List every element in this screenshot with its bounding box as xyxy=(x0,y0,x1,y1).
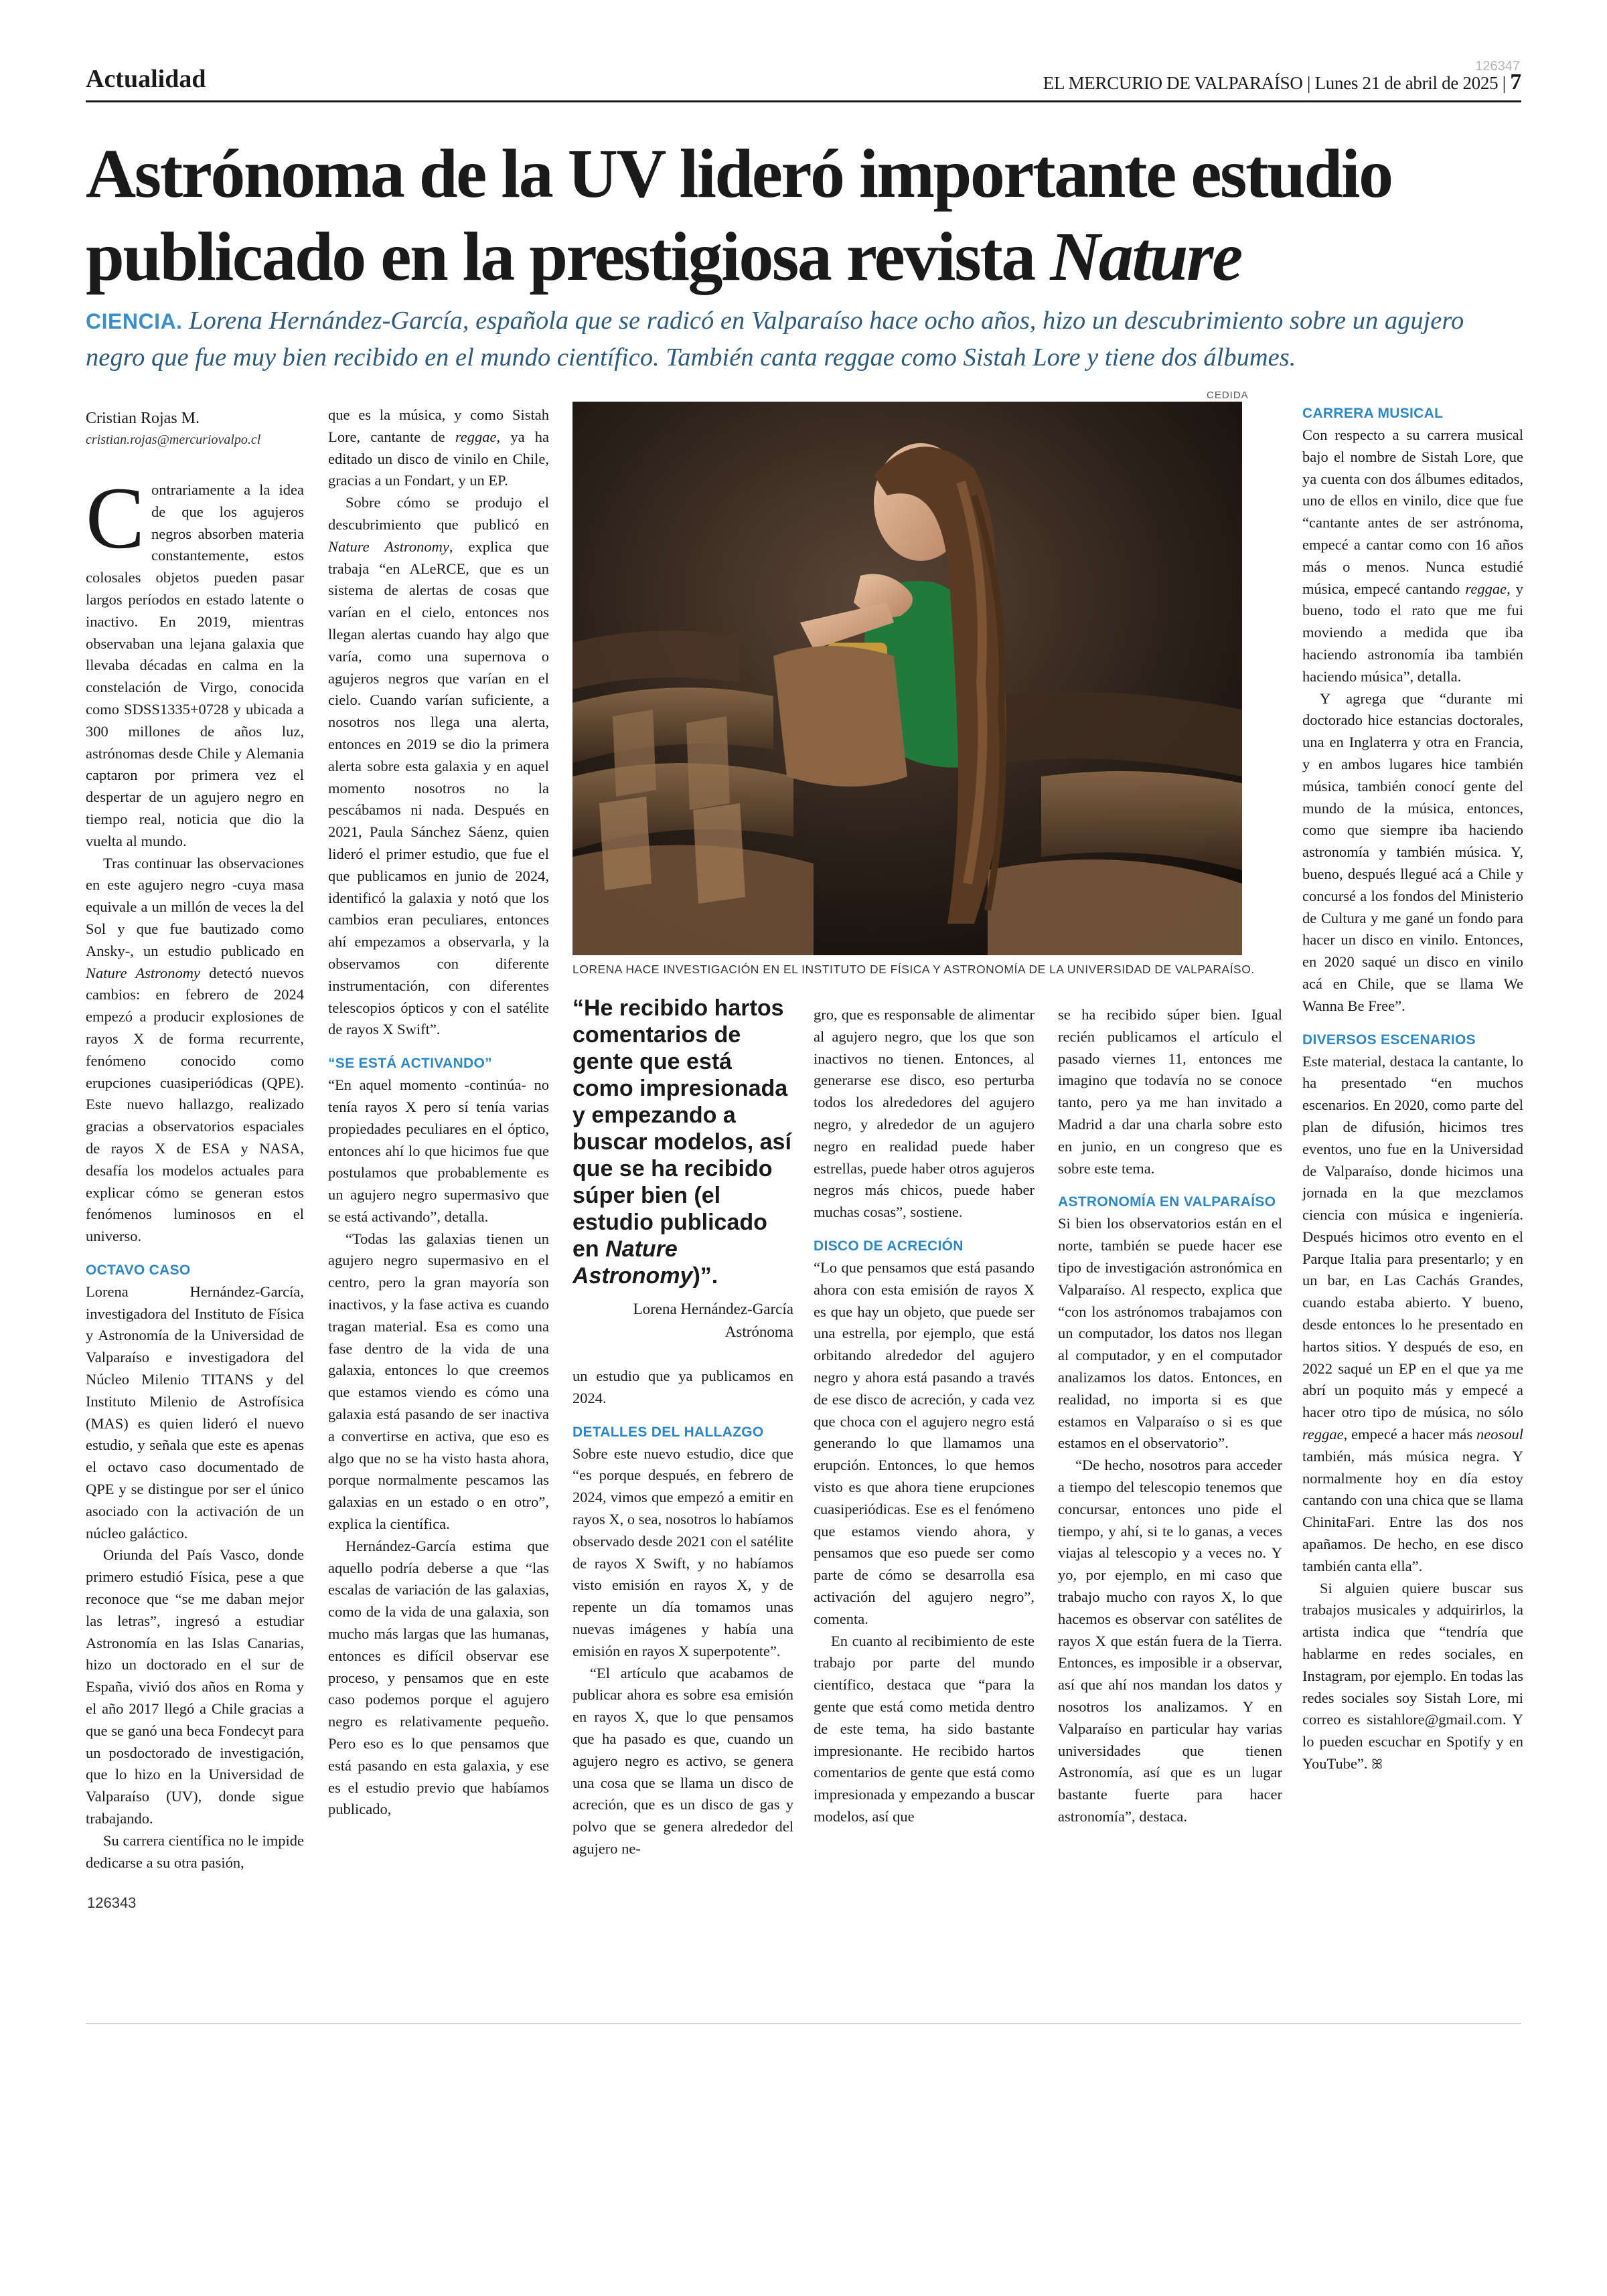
paragraph: En cuanto al recibimiento de este trabajo por parte del mundo científico, destaca que “para la gente que está como metida dentro de este tema, ha sido bastante impresionante. He recibido hartos comentarios de gente que está como impresionada y empezando a buscar modelos, así que xyxy=(814,1632,1035,1825)
paragraph xyxy=(86,469,304,853)
paragraph xyxy=(1302,1578,1523,1775)
column-3 xyxy=(572,1366,793,1860)
byline-email: cristian.rojas@mercuriovalpo.cl xyxy=(86,432,261,447)
reference-number-bottom: 126343 xyxy=(87,1894,137,1911)
subheading-astronomia-en-valparaiso: ASTRONOMÍA EN VALPARAÍSO xyxy=(1058,1194,1276,1210)
column-4 xyxy=(814,1004,1035,1828)
paragraph: “Todas las galaxias tienen un agujero negro supermasivo en el centro, pero la gran mayoría son inactivos, y la fase activa es cuando tragan material. Esa es como una fase dentro de la vida de una galaxia, entonces lo que creemos que estamos viendo es cómo una galaxia está pasando de ser inactiva a convertirse en activa, que eso es algo que no se ha visto hasta ahora, porque normalmente pescamos las galaxias en un estado o en otro”, explica la científica. xyxy=(328,1230,549,1533)
photo-credit: CEDIDA xyxy=(1207,390,1249,401)
drop-cap: C xyxy=(86,469,145,567)
paragraph-text: Este material, destaca la cantante, lo ha presentado “en muchos escenarios. En 2020, como parte del plan de difusión, hicimos tres eventos, uno fue en la Universidad de Valparaíso, donde hicimos una jornada en la que mezclamos ciencia con música e ingeniería. Después hicimos otro evento en el Parque Italia para presentarlo; y en un bar, en Las Cachás Grandes, cuando estaba abierto. Y bueno, desde entonces lo he presentado en hartos sitios. Y después de eso, en 2022 saqué un EP en el que ya me abrí un poquito más y empecé a hacer otro tipo de música, no sólo xyxy=(1302,1052,1523,1421)
paragraph xyxy=(328,404,549,492)
photo-caption: LORENA HACE INVESTIGACIÓN EN EL INSTITUTO DE FÍSICA Y ASTRONOMÍA DE LA UNIVERSIDAD DE VALPARAÍSO. xyxy=(572,963,1255,976)
subheading-disco-de-acrecion: DISCO DE ACRECIÓN xyxy=(814,1238,964,1254)
paragraph: Lorena Hernández-García, investigadora del Instituto de Física y Astronomía de la Universidad de Valparaíso e investigadora del Núcleo Milenio TITANS y del Instituto Milenio de Astrofísica (MAS) es quien lideró el nuevo estudio, y señala que este es apenas el octavo caso documentado de QPE y se distingue por ser el único asociado con la activación de un núcleo galáctico. xyxy=(86,1283,304,1542)
section-label: Actualidad xyxy=(86,65,206,93)
paragraph-text: Sobre cómo se produjo el descubrimiento que publicó en xyxy=(328,494,549,533)
pull-quote-role: Astrónoma xyxy=(724,1323,793,1340)
italic-text: reggae xyxy=(455,428,497,445)
paragraph: Su carrera científica no le impide dedicarse a su otra pasión, xyxy=(86,1831,304,1871)
column-1 xyxy=(86,407,304,1874)
paragraph: un estudio que ya publicamos en 2024. xyxy=(572,1368,793,1406)
paragraph-text: también, más música negra. Y normalmente hoy en día estoy cantando con una chica que se llama ChinitaFari. Entre las dos nos apañamos. De hecho, en ese disco también canta ella”. xyxy=(1302,1447,1523,1574)
pull-quote-text: “He recibido hartos comentarios de gente que está como impresionada y empezando a buscar modelos, así que se ha recibido súper bien (el estudio publicado en xyxy=(572,995,791,1262)
paragraph-text: Tras continuar las observaciones en este agujero negro -cuya masa equivale a un millón de veces la del Sol y que fue bautizado como Ansky-, un estudio publicado en xyxy=(86,854,304,959)
page-number: 7 xyxy=(1510,70,1521,94)
portrait-photo xyxy=(572,402,1242,955)
lede-text: Lorena Hernández-García, española que se radicó en Valparaíso hace ocho años, hizo un descubrimiento sobre un agujero negro que fue muy bien recibido en el mundo científico. También canta reggae como Sistah Lore y tiene dos álbumes. xyxy=(86,307,1464,372)
newspaper-name: EL MERCURIO DE VALPARAÍSO xyxy=(1043,73,1303,93)
paragraph xyxy=(1302,1051,1523,1578)
reference-number-top: 126347 xyxy=(1475,59,1520,74)
paragraph-text: que es la música, y como Sistah Lore, cantante de xyxy=(328,406,549,445)
end-mark-icon: ꕤ xyxy=(1371,1756,1383,1773)
paragraph-text: Si alguien quiere buscar sus trabajos musicales y adquirirlos, la artista indica que “tendría que hablarme en redes sociales, en Instagram, por ejemplo. En todas las redes sociales soy Sistah Lore, mi correo es sistahlore@gmail.com. Y lo pueden escuchar en Spotify y en YouTube”. xyxy=(1302,1579,1523,1773)
subheading-octavo-caso: OCTAVO CASO xyxy=(86,1262,191,1278)
paragraph: gro, que es responsable de alimentar al agujero negro, que los que son inactivos no tienen. Entonces, al generarse ese disco, eso perturba todos los alrededores del agujero negro, y alrededor de un agujero negro en realidad puede haber estrellas, puede haber otros agujeros negros más chicos, puede haber muchas cosas”, sostiene. xyxy=(814,1006,1035,1221)
paragraph: Oriunda del País Vasco, donde primero estudió Física, pese a que reconoce que “se me daban mejor las letras”, ingresó a estudiar Astronomía en las Islas Canarias, hizo un doctorado en el sur de España, vivió dos años en Roma y el año 2017 llegó a Chile gracias a que se ganó una beca Fondecyt para un posdoctorado de investigación, que lo hizo en la Universidad de Valparaíso (UV), donde sigue trabajando. xyxy=(86,1546,304,1827)
italic-text: reggae xyxy=(1465,580,1507,597)
paragraph xyxy=(328,492,549,1041)
lede-kicker: CIENCIA. xyxy=(86,309,183,333)
byline-name: Cristian Rojas M. xyxy=(86,410,200,427)
paragraph-text: Con respecto a su carrera musical bajo el nombre de Sistah Lore, que ya cuenta con dos álbumes editados, uno de ellos en vinilo, dice que fue “cantante antes de ser astrónoma, empecé a cantar como con 16 años más o menos. Nunca estudié música, empecé cantando xyxy=(1302,426,1523,597)
italic-text: reggae xyxy=(1302,1426,1344,1443)
subheading-se-esta-activando: “SE ESTÁ ACTIVANDO” xyxy=(328,1056,492,1072)
paragraph-text: , empecé a hacer más xyxy=(1343,1426,1476,1443)
headline-text: Astrónoma de la UV lideró importante estudio publicado en la prestigiosa revista xyxy=(86,135,1392,295)
pull-quote-italic: Nature Astronomy xyxy=(572,1236,693,1289)
masthead: EL MERCURIO DE VALPARAÍSO | Lunes 21 de abril de 2025 | 7 xyxy=(1043,70,1521,94)
subheading-diversos-escenarios: DIVERSOS ESCENARIOS xyxy=(1302,1032,1476,1048)
paragraph-text: , explica que trabaja “en ALeRCE, que es un sistema de alertas de cosas que varían en el cielo, entonces nos llegan alertas cuando hay algo que varía, como una supernova o agujeros negros que varían en el cielo. Cuando varían suficiente, a nosotros nos llega una alerta, entonces en 2019 se dio la primera alerta sobre esta galaxia y en aquel momento nosotros no la pescábamos ni nada. Después en 2021, Paula Sánchez Sáenz, quien lideró el primer estudio, que fue el que publicamos en junio de 2024, identificó la galaxia y notó que los cambios eran peculiares, entonces ahí empezamos a observarla, y la observamos con diferente instrumentación, con diferentes telescopios ópticos y con el satélite de rayos X Swift”. xyxy=(328,538,549,1038)
column-5 xyxy=(1058,1004,1282,1828)
paragraph: se ha recibido súper bien. Igual recién publicamos el artículo el pasado viernes 11, entonces me imagino que todavía no se conoce tanto, pero ya me han invitado a Madrid a dar una charla sobre esto en junio, en un congreso que es sobre este tema. xyxy=(1058,1006,1282,1177)
italic-text: Nature Astronomy xyxy=(86,964,201,981)
photo-illustration xyxy=(572,402,1242,955)
column-2 xyxy=(328,404,549,1821)
headline-italic: Nature xyxy=(1050,218,1241,295)
top-rule xyxy=(86,100,1521,102)
subheading-carrera-musical: CARRERA MUSICAL xyxy=(1302,406,1444,421)
paragraph-text: , y bueno, todo el rato que me fui moviendo a medida que iba haciendo astronomía iba también haciendo música”, detalla. xyxy=(1302,580,1524,685)
bottom-rule xyxy=(86,2023,1521,2024)
pull-quote-author: Lorena Hernández-García xyxy=(633,1301,793,1317)
paragraph: Hernández-García estima que aquello podría deberse a que “las escalas de variación de las galaxias, como de la vida de una galaxia, son mucho más largas que las humanas, entonces es difícil observar ese proceso, y pensamos que en este caso podemos porque el agujero negro es relativamente pequeño. Pero eso es lo que pensamos que está pasando en esta galaxia, y ese es el estudio previo que habíamos publicado, xyxy=(328,1537,549,1818)
paragraph: Y agrega que “durante mi doctorado hice estancias doctorales, una en Inglaterra y otra en Francia, y en ambos lugares hice también música, también conocí gente del mundo de la música, entonces, como que siempre iba haciendo astronomía y también música. Y, bueno, después llegué acá a Chile y concursé a los fondos del Ministerio de Cultura y me gané un fondo para hacer un disco en vinilo. Entonces, en 2020 saqué un disco en vinilo acá en Chile, que se llama We Wanna Be Free”. xyxy=(1302,689,1523,1014)
headline xyxy=(86,133,1532,299)
column-6 xyxy=(1302,404,1523,1775)
paragraph: “De hecho, nosotros para acceder a tiempo del telescopio tenemos que concursar, entonces uno pide el tiempo, y ahí, si te lo ganas, a veces viajas al telescopio y a veces no. Y yo, por ejemplo, en mi caso que trabajo mucho con rayos X, lo que hacemos es observar con satélites de rayos X que están fuera de la Tierra. Entonces, es imposible ir a observar, así que ahí nos mandan los datos y nosotros los analizamos. Y en Valparaíso en particular hay varias universidades que tienen Astronomía, así que es un lugar bastante fuerte para hacer astronomía”, destaca. xyxy=(1058,1457,1282,1825)
publication-date: Lunes 21 de abril de 2025 xyxy=(1314,73,1499,93)
pull-quote-tail: )”. xyxy=(692,1263,718,1289)
paragraph: “El artículo que acabamos de publicar ahora es sobre esa emisión en rayos X, que lo que pensamos que ha pasado es que, cuando un agujero negro es activo, se genera una cosa que se llama un disco de acreción, que es un disco de gas y polvo que se genera alrededor del agujero ne- xyxy=(572,1664,793,1857)
paragraph xyxy=(86,853,304,1248)
paragraph: “Lo que pensamos que está pasando ahora con esta emisión de rayos X es que hay un objeto, que puede ser una estrella, por ejemplo, que está orbitando alrededor del agujero negro y ahora está pasando a través de ese disco de acreción, y cada vez que choca con el agujero negro está generando lo que llamamos una erupción. Entonces, lo que hemos visto es que ahora tiene erupciones cuasiperiódicas. Ese es el fenómeno que estamos viendo ahora, y pensamos que eso puede ser como parte de cómo se desarrolla esa activación del agujero negro”, comenta. xyxy=(814,1258,1035,1627)
paragraph: “En aquel momento -continúa- no tenía rayos X pero sí tenía varias propiedades peculiares en el óptico, entonces ahí lo que hicimos fue que postulamos que probablemente es un agujero negro supermasivo que se está activando”, detalla. xyxy=(328,1076,549,1225)
lede xyxy=(86,303,1525,376)
subheading-detalles-del-hallazgo: DETALLES DEL HALLAZGO xyxy=(572,1424,764,1440)
paragraph-text: , ya ha editado un disco de vinilo en Chile, gracias a un Fondart, y un EP. xyxy=(328,428,549,489)
pull-quote xyxy=(572,995,793,1289)
paragraph xyxy=(1302,424,1523,688)
paragraph-text: detectó nuevos cambios: en febrero de 2024 empezó a producir explosiones de rayos X de forma recurrente, fenómeno conocido como erupciones cuasiperiódicas (QPE). Este nuevo hallazgo, realizado gracias a observatorios espaciales de rayos X de ESA y NASA, desafía los modelos actuales para explicar cómo se generan estos fenómenos luminosos en el universo. xyxy=(86,964,304,1245)
paragraph: Si bien los observatorios están en el norte, también se puede hacer ese tipo de investigación astronómica en Valparaíso. Al respecto, explica que “con los astrónomos trabajamos con un computador, los datos nos llegan al computador, y en el computador analizamos los datos. Entonces, en realidad, no importa si es que estamos en Valparaíso o si es que estamos en el observatorio”. xyxy=(1058,1215,1282,1452)
paragraph: Sobre este nuevo estudio, dice que “es porque después, en febrero de 2024, vimos que empezó a emitir en rayos X, o sea, nosotros lo habíamos observado desde 2021 con el satélite de rayos X Swift, y no habíamos visto emisión en rayos X, y de repente un día tomamos unas nuevas imágenes y había una emisión en rayos X superpotente”. xyxy=(572,1445,793,1659)
italic-text: neosoul xyxy=(1476,1426,1523,1443)
italic-text: Nature Astronomy xyxy=(328,538,449,555)
paragraph-text: ontrariamente a la idea de que los agujeros negros absorben materia constantemente, estos colosales objetos pueden pasar largos períodos en estado latente o inactivo. En 2019, mientras observaban una lejana galaxia que llevaba décadas en calma en la constelación de Virgo, conocida como SDSS1335+0728 y ubicada a 300 millones de años luz, astrónomas desde Chile y Alemania captaron por primera vez el despertar de un agujero negro en tiempo real, noticia que dio la vuelta al mundo. xyxy=(86,481,304,849)
